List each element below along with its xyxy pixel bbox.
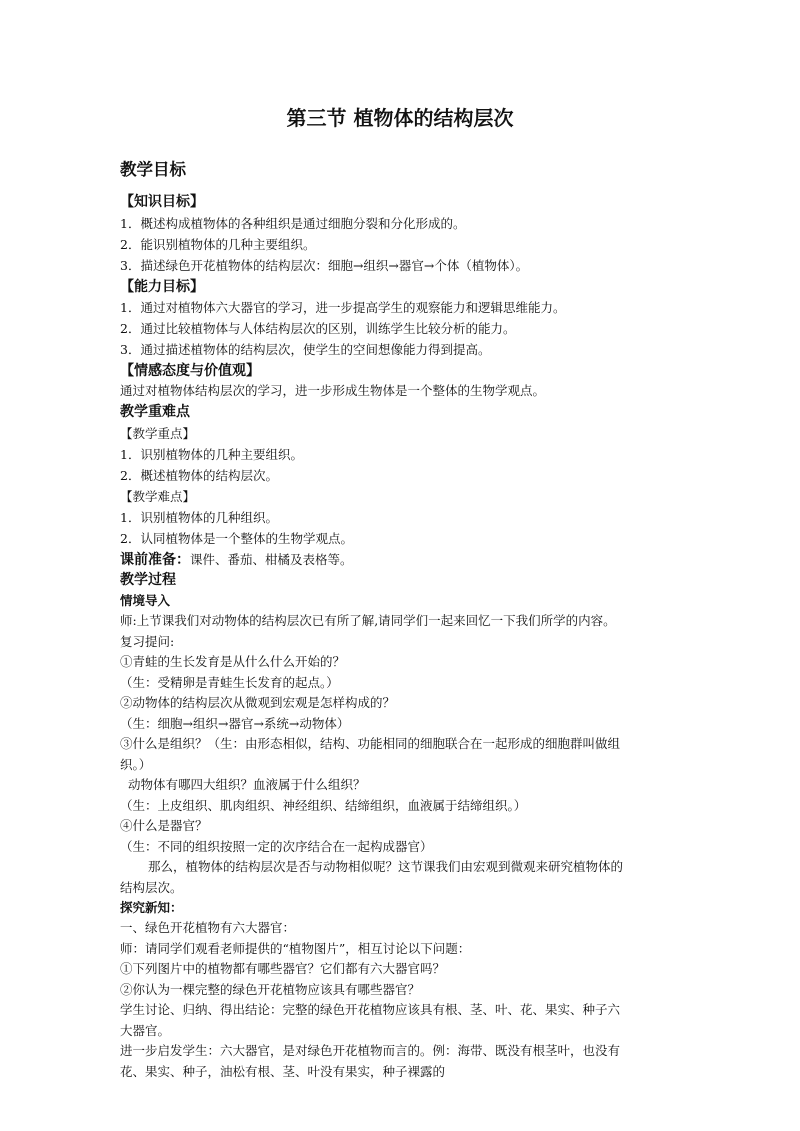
explore-line: ①下列图片中的植物都有哪些器官？它们都有六大器官吗？ (120, 961, 446, 976)
difficulty-item: 1．识别植物体的几种组织。 (120, 510, 278, 525)
attitude-text: 通过对植物体结构层次的学习，进一步形成生物体是一个整体的生物学观点。 (120, 383, 546, 398)
process-line: 织。） (120, 757, 152, 772)
attitude-heading: 【情感态度与价值观】 (120, 363, 260, 379)
teaching-goals-heading: 教学目标 (120, 160, 186, 179)
knowledge-item: 1．概述构成植物体的各种组织是通过细胞分裂和分化形成的。 (120, 216, 466, 231)
process-line: 那么，植物体的结构层次是否与动物相似呢？这节课我们由宏观到微观来研究植物体的 (148, 859, 624, 874)
process-line: ③什么是组织？（生：由形态相似，结构、功能相同的细胞联合在一起形成的细胞群叫做组 (120, 736, 621, 751)
explore-line: 进一步启发学生：六大器官，是对绿色开花植物而言的。例：海带、既没有根茎叶，也没有 (120, 1043, 621, 1058)
ability-item: 3．通过描述植物体的结构层次，使学生的空间想像能力得到提高。 (120, 342, 491, 357)
explore-heading: 探究新知： (120, 900, 183, 915)
ability-item: 2．通过比较植物体与人体结构层次的区别，训练学生比较分析的能力。 (120, 321, 516, 336)
prep-label: 课前准备： (120, 552, 190, 568)
focus-item: 2．概述植物体的结构层次。 (120, 468, 278, 483)
process-heading: 教学过程 (120, 572, 176, 588)
difficulty-item: 2．认同植物体是一个整体的生物学观点。 (120, 531, 353, 546)
process-line: 动物体有哪四大组织？血液属于什么组织？ (128, 777, 366, 792)
explore-line: 师：请同学们观看老师提供的“植物图片”，相互讨论以下问题： (120, 941, 471, 956)
process-line: 结构层次。 (120, 880, 183, 895)
process-line: （生：受精卵是青蛙生长发育的起点。） (120, 675, 339, 690)
difficulty-heading: 【教学难点】 (120, 489, 196, 504)
prep-text: 课件、番茄、柑橘及表格等。 (190, 552, 353, 567)
process-line: ①青蛙的生长发育是从什么什么开始的？ (120, 654, 346, 669)
knowledge-item: 3．描述绿色开花植物体的结构层次：细胞→组织→器官→个体（植物体）。 (120, 258, 529, 273)
focus-item: 1．识别植物体的几种主要组织。 (120, 447, 303, 462)
process-line: （生：不同的组织按照一定的次序结合在一起构成器官） (120, 839, 433, 854)
process-line: ④什么是器官？ (120, 818, 208, 833)
explore-line: 大器官。 (120, 1023, 171, 1038)
process-line: （生：细胞→组织→器官→系统→动物体） (120, 716, 350, 731)
ability-goals-heading: 【能力目标】 (120, 279, 204, 295)
knowledge-item: 2．能识别植物体的几种主要组织。 (120, 237, 316, 252)
prep-line (120, 549, 690, 571)
process-line: 复习提问: (120, 634, 175, 649)
process-line: ②动物体的结构层次从微观到宏观是怎样构成的？ (120, 695, 396, 710)
process-line: 师:上节课我们对动物体的结构层次已有所了解,请同学们一起来回忆一下我们所学的内容。 (120, 613, 616, 628)
explore-line: ②你认为一棵完整的绿色开花植物应该具有哪些器官？ (120, 982, 421, 997)
focus-heading: 【教学重点】 (120, 426, 196, 441)
page-title: 第三节 植物体的结构层次 (286, 106, 514, 130)
knowledge-goals-heading: 【知识目标】 (120, 194, 204, 210)
process-line: （生：上皮组织、肌肉组织、神经组织、结缔组织，血液属于结缔组织。） (120, 798, 527, 813)
explore-line: 学生讨论、归纳、得出结论：完整的绿色开花植物应该具有根、茎、叶、花、果实、种子六 (120, 1002, 621, 1017)
intro-heading: 情境导入 (120, 593, 171, 608)
explore-line: 花、果实、种子，油松有根、茎、叶没有果实，种子裸露的 (120, 1064, 446, 1079)
ability-item: 1．通过对植物体六大器官的学习，进一步提高学生的观察能力和逻辑思维能力。 (120, 300, 566, 315)
key-points-heading: 教学重难点 (120, 404, 190, 420)
explore-line: 一、绿色开花植物有六大器官： (120, 920, 296, 935)
